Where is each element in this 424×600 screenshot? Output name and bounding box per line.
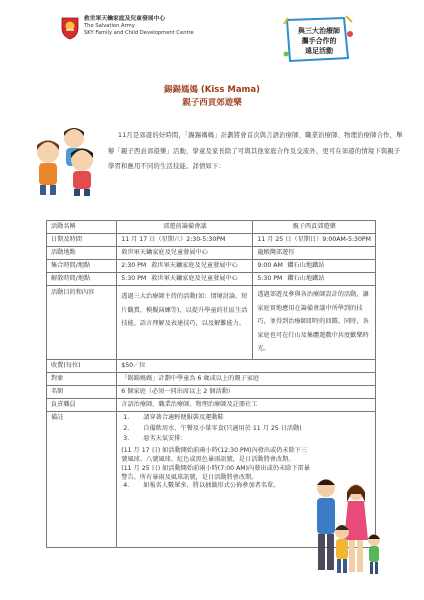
- sign-line-1: 與三大治療師: [298, 27, 340, 35]
- header-label: 活動名稱: [47, 221, 117, 234]
- date-a: 11 月 17 日（星期六）2:30-5:30PM: [117, 234, 253, 247]
- dismiss-a: [117, 273, 253, 286]
- row-label: 對象: [47, 373, 117, 386]
- fee-value: $50／位: [117, 360, 376, 373]
- dismiss-b: [253, 273, 376, 286]
- note-number: 3.: [123, 435, 130, 442]
- sign-text: [294, 26, 344, 56]
- table-row: [47, 373, 376, 386]
- gather-b-place: 鑽石山地鐵站: [287, 262, 325, 269]
- gather-a-place: 救世軍天鑰家庭及兒童發展中心: [151, 262, 238, 269]
- note-number: 1.: [123, 414, 130, 421]
- row-label: 收費(每位): [47, 360, 117, 373]
- intro-paragraph: 11月是郊遊的好時間，「錫錫媽媽」計劃將會首次與言語治療師、職業治療師、物理治療師合作，舉辦「親子西貢郊遊樂」活動，學童及家長除了可與其他家庭合作及交流外，更可在郊遊的情境下與親子學習和應用不同的生活技能。詳情如下：: [108, 132, 403, 170]
- table-row: [47, 386, 376, 399]
- venue-a: 救世軍天鑰家庭及兒童發展中心: [117, 247, 253, 260]
- table-row: [47, 399, 376, 412]
- purpose-b: 透過郊遊及參與各治療師設計的活動，讓家庭實地應用在籌備會議中所學到的技巧，並得到治療師即時的回饋。同時，各家庭也可在行山及集體遊戲中共度歡樂時光。: [253, 286, 376, 360]
- family-illustration: [304, 470, 384, 580]
- table-row: [47, 234, 376, 247]
- gather-b-time: 9:00 AM: [257, 262, 283, 269]
- note-item: [121, 434, 371, 445]
- note-text: 惡劣天氣安排：: [143, 435, 187, 442]
- row-label: 活動目的和內容: [47, 286, 117, 360]
- row-label: 集合時間/地點: [47, 260, 117, 273]
- org-name: [84, 16, 194, 37]
- row-label: 日期及時間: [47, 234, 117, 247]
- note-text: 請穿著合適輕便服裝及運動鞋: [143, 414, 224, 421]
- notes-list: [121, 413, 371, 445]
- table-row: [47, 273, 376, 286]
- row-label: 活動地點: [47, 247, 117, 260]
- salvation-army-shield-icon: [60, 16, 80, 40]
- gather-a: [117, 260, 253, 273]
- purpose-a: 透過三大治療師主持的活動(如：情境討論、短片觀賞、模擬演練等)，以提升學童的社區生活技能、語言理解及表達技巧，以及解難能力。: [117, 286, 253, 360]
- note-number: 2.: [123, 424, 130, 432]
- table-header-row: [47, 221, 376, 234]
- title-main: 錫錫媽媽 (Kiss Mama): [163, 85, 261, 95]
- org-logo: [60, 16, 240, 60]
- target-value: 「錫錫媽媽」計劃中學童為 6 歲或以上的親子家庭: [117, 373, 376, 386]
- quota-value: 6 個家庭（必須一同出席以上 2 個活動）: [117, 386, 376, 399]
- gather-b: [253, 260, 376, 273]
- org-name-en-2: SKY Family and Child Development Centre: [84, 30, 194, 36]
- sign-line-3: 遠足活動: [305, 47, 333, 55]
- note-number: 4.: [123, 481, 130, 489]
- row-label: 名額: [47, 386, 117, 399]
- weather-note-1: (11 月 17 日) 如活動開始前兩小時(12:30 PM)內發出或仍未除下三號風球、八號風球、紅色或黑色暴雨訊號，是日活動將會改期。: [121, 446, 308, 463]
- note-item: [121, 424, 371, 435]
- dismiss-a-time: 5:30 PM: [121, 275, 147, 282]
- table-row: [47, 360, 376, 373]
- venue-b: 龍蝦灣郊遊徑: [253, 247, 376, 260]
- dismiss-b-place: 鑽石山地鐵站: [287, 275, 325, 282]
- row-label: 備註: [47, 412, 117, 548]
- children-cartoon-icon: [26, 118, 106, 198]
- kids-illustration: [26, 118, 106, 198]
- header-col-b: 親子西貢郊遊樂: [253, 221, 376, 234]
- note-item: [121, 413, 371, 424]
- sign-line-2: 攜手合作的: [301, 37, 337, 45]
- header-col-a: 郊遊前籌備會議: [117, 221, 253, 234]
- staff-value: 言語治療師、職業治療師、物理治療師及註冊社工: [117, 399, 376, 412]
- dismiss-b-time: 5:30 PM: [257, 275, 283, 282]
- row-label: 負責職員: [47, 399, 117, 412]
- dismiss-a-place: 救世軍天鑰家庭及兒童發展中心: [151, 275, 238, 282]
- gather-a-time: 2:30 PM: [121, 262, 147, 269]
- date-b: 11 月 25 日（星期日）9:00AM-5:30PM: [253, 234, 376, 247]
- row-label: 解散時間/地點: [47, 273, 117, 286]
- note-text: 自備飲用水、午餐及小量零食(只適用於 11 月 25 日活動): [143, 424, 302, 432]
- table-row: [47, 260, 376, 273]
- table-row: [47, 286, 376, 360]
- family-cartoon-icon: [304, 470, 384, 580]
- title-sub: 親子西貢郊遊樂: [182, 98, 242, 108]
- activity-sign-illustration: [282, 14, 354, 66]
- weather-note-2: (11 月 25 日) 如活動開始前兩小時(7:00 AM)內發出或仍未除下雷暴警告、所有暴雨及風球訊號，是日活動將會改期。: [121, 464, 310, 481]
- table-row: [47, 247, 376, 260]
- org-name-en-1: The Salvation Army: [84, 23, 135, 29]
- org-name-zh: 救世軍天鑰家庭及兒童發展中心: [84, 16, 166, 22]
- note-text: 如報名人數眾多，將以抽籤形式公佈參加者名單。: [143, 481, 280, 489]
